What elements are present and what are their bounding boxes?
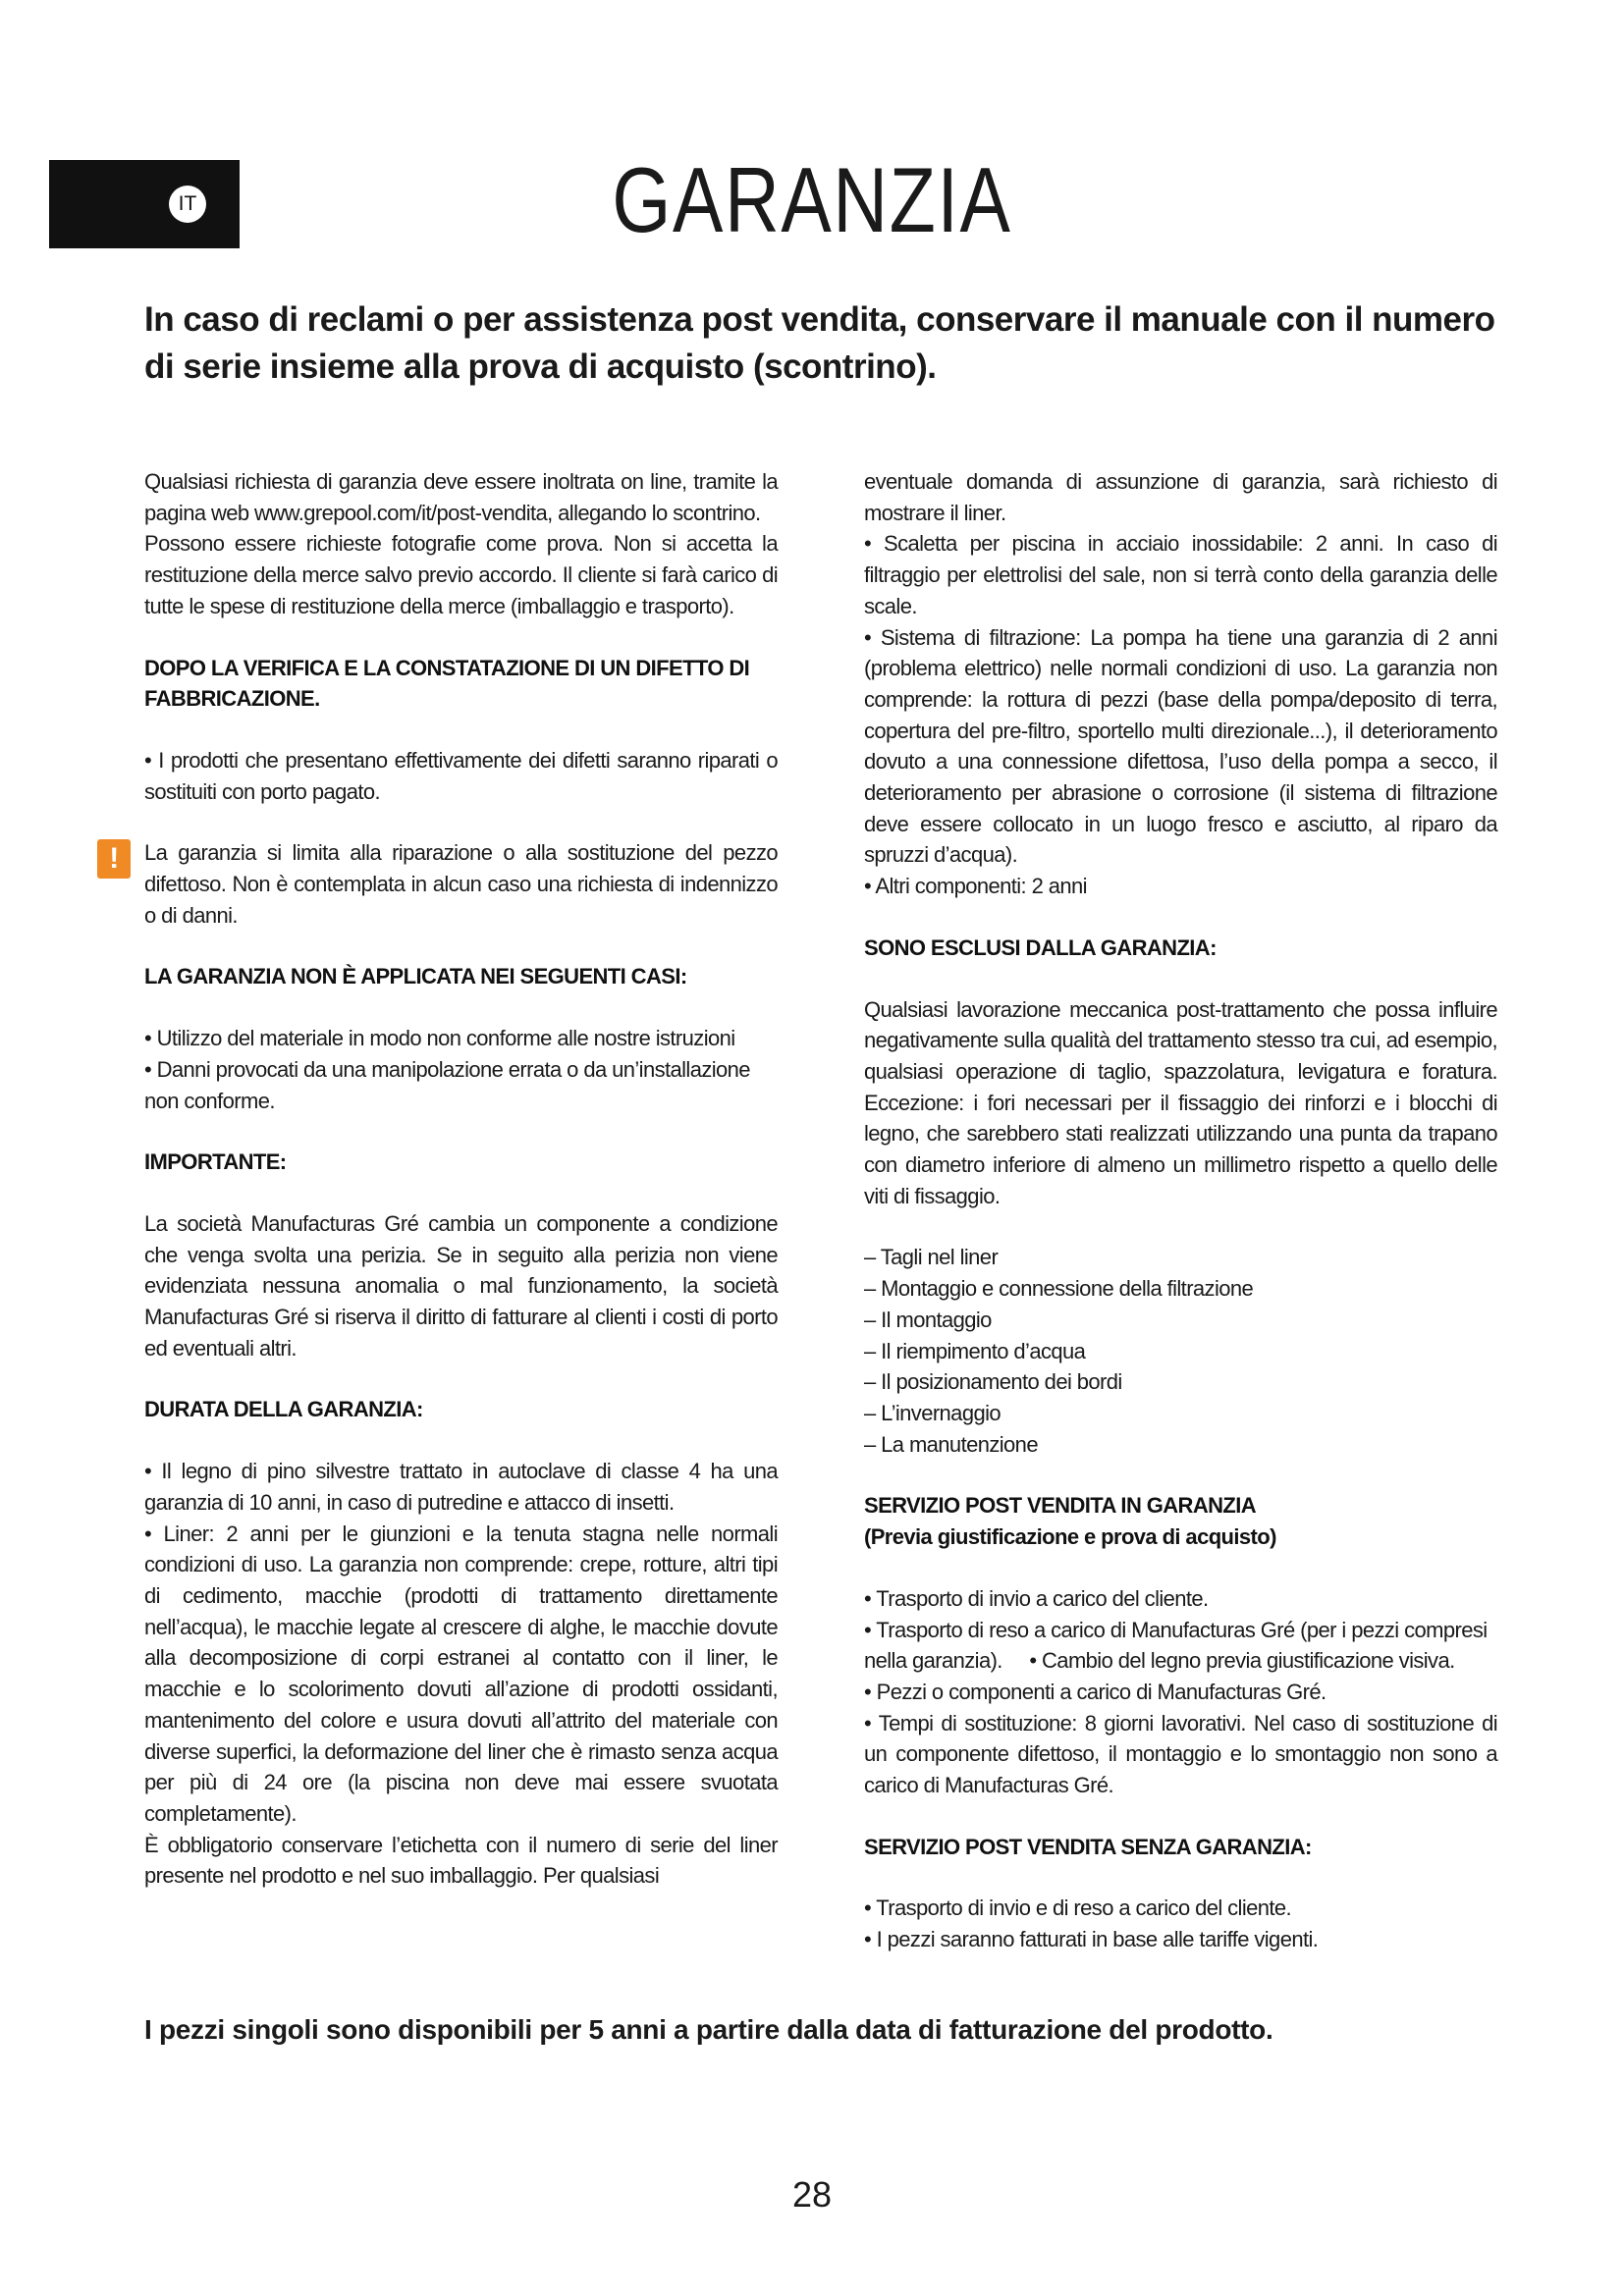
warranty-photo-text: Possono essere richieste fotografie come prova. Non si accetta la restituzione della merce salvo previo accordo. Il cliente si farà carico di tutte le spese di restituzione della merce (imballaggio e trasporto). — [144, 531, 778, 618]
important-heading: IMPORTANTE: — [144, 1149, 287, 1175]
page-title: GARANZIA — [612, 148, 1012, 251]
service-warranty-list — [864, 1583, 1497, 1801]
warning-text: La garanzia si limita alla riparazione o alla sostituzione del pezzo difettoso. Non è contemplata in alcun caso una richiesta di indennizzo o di danni. — [144, 840, 778, 928]
list-item: – L’invernaggio — [864, 1398, 1497, 1429]
intro-text: In caso di reclami o per assistenza post vendita, conservare il manuale con il numero di serie insieme alla prova di acquisto (scontrino). — [144, 300, 1495, 386]
right-column — [864, 466, 1497, 1955]
duration-heading: DURATA DELLA GARANZIA: — [144, 1397, 423, 1422]
excluded-heading: SONO ESCLUSI DALLA GARANZIA: — [864, 934, 1217, 960]
list-item: • Danni provocati da una manipolazione errata o da un’installazione non conforme. — [144, 1054, 778, 1116]
service-no-warranty-heading: SERVIZIO POST VENDITA SENZA GARANZIA: — [864, 1834, 1312, 1859]
list-item: – Il montaggio — [864, 1305, 1497, 1336]
list-item: – Tagli nel liner — [864, 1242, 1497, 1273]
duration-label-note: È obbligatorio conservare l’etichetta con il numero di serie del liner presente nel prodotto e nel suo imballaggio. Per qualsiasi — [144, 1832, 778, 1889]
excluded-list — [864, 1242, 1497, 1460]
list-item: – Il riempimento d’acqua — [864, 1336, 1497, 1367]
excluded-text: Qualsiasi lavorazione meccanica post-trattamento che possa influire negativamente sulla qualità del trattamento stesso tra cui, ad esempio, qualsiasi operazione di taglio, spazzolatura, levigatura e foratura. Eccezione: i fori necessari per il fissaggio dei rinforzi e i blocchi di legno, che sarebbero stati realizzati utilizzando una punta da trapano con diametro inferiore di almeno un millimetro rispetto a quello delle viti di fissaggio. — [864, 996, 1497, 1208]
list-item: • Utilizzo del materiale in modo non conforme alle nostre istruzioni — [144, 1023, 778, 1054]
list-item: • Tempi di sostituzione: 8 giorni lavorativi. Nel caso di sostituzione di un componente difettoso, il montaggio e lo smontaggio non sono a carico di Manufacturas Gré. — [864, 1708, 1497, 1801]
duration-wood: • Il legno di pino silvestre trattato in autoclave di classe 4 ha una garanzia di 10 anni, in caso di putredine e attacco di insetti. — [144, 1456, 778, 1518]
list-item-text: Cambio del legno previa giustificazione visiva. — [1042, 1648, 1455, 1674]
warranty-request-text: Qualsiasi richiesta di garanzia deve essere inoltrata on line, tramite la pagina web www.grepool.com/it/post-vendita, allegando lo scontrino. — [144, 469, 778, 525]
filtration-warranty: • Sistema di filtrazione: La pompa ha tiene una garanzia di 2 anni (problema elettrico) nelle normali condizioni di uso. La garanzia non comprende: la rottura di pezzi (base della pompa/deposito di terra, copertura del pre-filtro, sportello multi direzionale...), il deterioramento dovuto a una connessione difettosa, l’uso della pompa a secco, il deterioramento per abrasione o corrosione (il sistema di filtrazione deve essere collocato in un luogo fresco e asciutto, al riparo da spruzzi d’acqua). — [864, 622, 1497, 872]
important-text: La società Manufacturas Gré cambia un componente a condizione che venga svolta una perizia. Se in seguito alla perizia non viene evidenziata nessuna anomalia o mal funzionamento, la società Manufacturas Gré si riserva il diritto di fatturare al clienti i costi di porto ed eventuali altri. — [144, 1210, 778, 1361]
duration-liner: • Liner: 2 anni per le giunzioni e la tenuta stagna nelle normali condizioni di uso. La garanzia non comprende: crepe, rotture, altri tipi di cedimento, macchie (prodotti di trattamento direttamente nell’acqua), le macchie legate al crescere di alghe, le macchie dovute alla decomposizione di corpi estranei al contatto con il liner, le macchie e lo scolorimento dovuti all’azione di prodotti ossidanti, mantenimento del colore e usura dovuti all’attrito del materiale con diverse superfici, la deformazione del liner che è rimasto senza acqua per più di 24 ore (la piscina non deve mai essere svuotata completamente). — [144, 1519, 778, 1830]
defect-item: • I prodotti che presentano effettivamente dei difetti saranno riparati o sostituiti con porto pagato. — [144, 745, 778, 807]
language-badge: IT — [169, 186, 206, 223]
spare-parts-note: I pezzi singoli sono disponibili per 5 anni a partire dalla data di fatturazione del prodotto. — [144, 2014, 1273, 2045]
list-item: • Trasporto di invio a carico del cliente. — [864, 1583, 1497, 1615]
list-item: – Montaggio e connessione della filtrazione — [864, 1273, 1497, 1305]
not-applied-heading: LA GARANZIA NON È APPLICATA NEI SEGUENTI CASI: — [144, 964, 687, 989]
warning-block — [109, 837, 778, 931]
service-warranty-heading: SERVIZIO POST VENDITA IN GARANZIA — [864, 1493, 1257, 1519]
liner-continuation: eventuale domanda di assunzione di garanzia, sarà richiesto di mostrare il liner. — [864, 469, 1497, 525]
list-item-text: Trasporto di reso a carico di Manufacturas Gré (per i pezzi compresi nella garanzia). — [864, 1617, 1488, 1674]
left-column — [109, 466, 778, 1892]
list-item: • Trasporto di invio e di reso a carico del cliente. — [864, 1893, 1497, 1924]
list-item: • Trasporto di reso a carico di Manufacturas Gré (per i pezzi compresi nella garanzia). • Cambio del legno previa giustificazione visiva. — [864, 1615, 1497, 1677]
list-item: – La manutenzione — [864, 1429, 1497, 1461]
ladder-warranty: • Scaletta per piscina in acciaio inossidabile: 2 anni. In caso di filtraggio per elettrolisi del sale, non si terrà conto della garanzia delle scale. — [864, 528, 1497, 621]
page-number: 28 — [791, 2174, 833, 2215]
warning-icon: ! — [97, 839, 131, 879]
list-item: – Il posizionamento dei bordi — [864, 1366, 1497, 1398]
service-warranty-subheading: (Previa giustificazione e prova di acquisto) — [864, 1524, 1276, 1550]
list-item: • I pezzi saranno fatturati in base alle tariffe vigenti. — [864, 1924, 1497, 1955]
list-item: • Pezzi o componenti a carico di Manufacturas Gré. — [864, 1677, 1497, 1708]
defect-heading: DOPO LA VERIFICA E LA CONSTATAZIONE DI UN DIFETTO DI FABBRICAZIONE. — [144, 655, 750, 712]
other-components-warranty: • Altri componenti: 2 anni — [864, 871, 1497, 902]
service-no-warranty-list — [864, 1893, 1497, 1954]
